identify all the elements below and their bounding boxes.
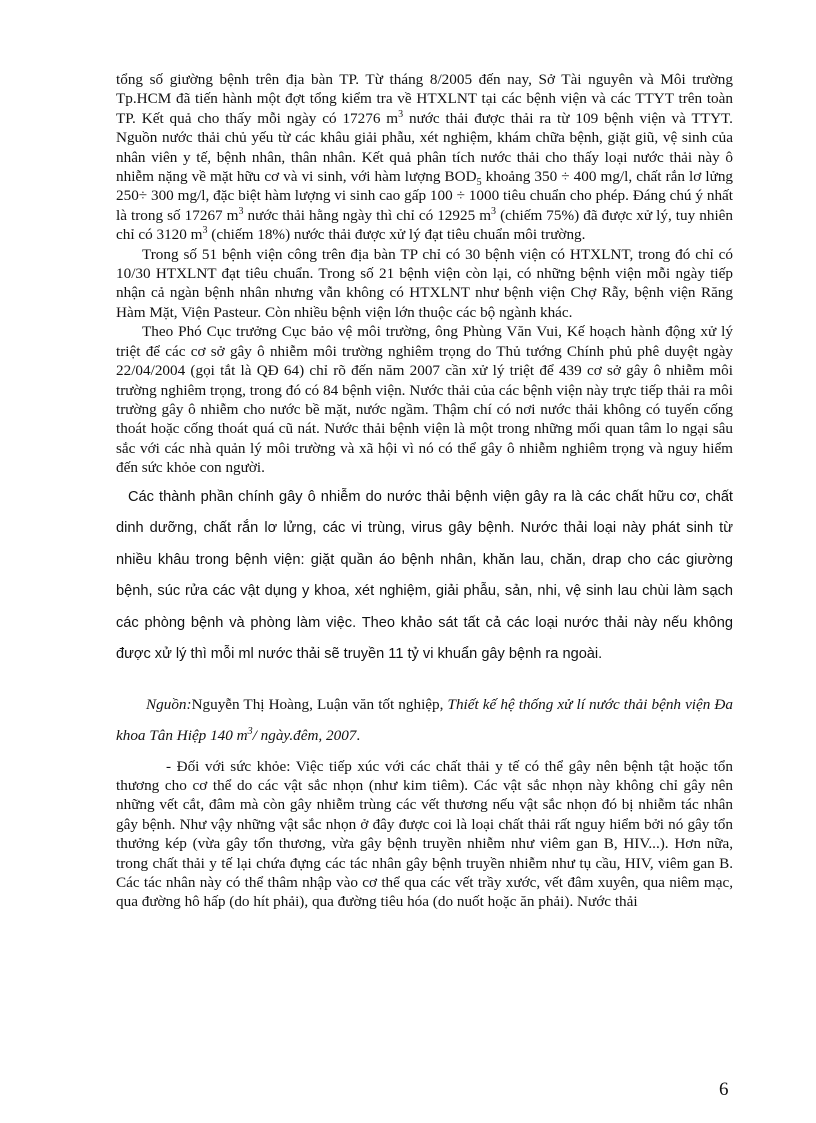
subscript: 5 — [476, 177, 482, 189]
text-run: nước thải hằng ngày thì chỉ có 12925 m — [243, 206, 492, 224]
paragraph-4: Các thành phần chính gây ô nhiễm do nước thải bệnh viện gây ra là các chất hữu cơ, chất dinh dưỡng, chất rắn lơ lửng, các vi trùng, virus gây bệnh. Nước thải loại này phát sinh từ nhiều khâu trong bệnh viện: giặt quần áo bệnh nhân, khăn lau, chăn, drap cho các giường bệnh, súc rửa các vật dụng y khoa, xét nghiệm, giải phẫu, sản, nhi, vệ sinh lau chùi làm sạch các phòng bệnh và phòng làm việc. Theo khảo sát tất cả các loại nước thải này nếu không được xử lý thì mỗi ml nước thải sẽ truyền 11 tỷ vi khuẩn gây bệnh ra ngoài. — [116, 488, 733, 663]
source-citation — [116, 689, 733, 751]
superscript: 3 — [398, 108, 404, 120]
source-title: Thiết kế hệ thống xử lí nước thải bệnh viện Đa khoa Tân Hiệp 140 m — [116, 695, 733, 744]
superscript: 3 — [238, 205, 244, 217]
text-run: nước thải được thải ra từ 109 bệnh viện và TTYT. Nguồn nước thải chủ yếu từ các khâu giải phẫu, xét nghiệm, khám chữa bệnh, giặt giũ, vệ sinh của nhân viên y tế, bệnh nhân, thân nhân. Kết quả phân tích nước thải cho thấy loại nước thải này ô nhiễm nặng về mặt hữu cơ và vi sinh, với hàm lượng BOD — [116, 109, 733, 186]
superscript: 3 — [491, 205, 497, 217]
source-period: . — [356, 726, 361, 744]
text-run: (chiếm 75%) đã được xử lý, tuy nhiên chỉ có 3120 m — [116, 206, 733, 244]
superscript: 3 — [202, 225, 208, 237]
page-number: 6 — [719, 1079, 729, 1100]
text-run: tổng số giường bệnh trên địa bàn TP. Từ tháng 8/2005 đến nay, Sở Tài nguyên và Môi trường Tp.HCM đã tiến hành một đợt tổng kiểm tra về HTXLNT tại các bệnh viện và các TTYT trên toàn TP. Kết quả cho thấy mỗi ngày có 17276 m — [116, 71, 733, 127]
text-run: khoảng 350 ÷ 400 mg/l, chất rắn lơ lửng 250÷ 300 mg/l, đặc biệt hàm lượng vi sinh cao gấp 100 ÷ 1000 tiêu chuẩn cho phép. Đáng chú ý nhất là trong số 17267 m — [116, 168, 734, 224]
source-title-end: / ngày.đêm, 2007 — [252, 726, 357, 744]
superscript: 3 — [247, 725, 253, 737]
text-run: (chiếm 18%) nước thải được xử lý đạt tiêu chuẩn môi trường. — [207, 226, 586, 244]
paragraph-2: Trong số 51 bệnh viện công trên địa bàn TP chỉ có 30 bệnh viện có HTXLNT, trong đó chỉ có 10/30 HTXLNT đạt tiêu chuẩn. Trong số 21 bệnh viện còn lại, có những bệnh viện mỗi ngày tiếp nhận cả ngàn bệnh nhân nhưng vẫn không có HTXLNT như bệnh viện Chợ Rẫy, bệnh viện Răng Hàm Mặt, Viện Pasteur. Còn nhiều bệnh viện lớn thuộc các bộ ngành khác. — [116, 245, 733, 321]
paragraph-3: Theo Phó Cục trưởng Cục bảo vệ môi trường, ông Phùng Văn Vui, Kế hoạch hành động xử lý triệt để các cơ sở gây ô nhiễm môi trường nghiêm trọng do Thủ tướng Chính phủ phê duyệt ngày 22/04/2004 (gọi tắt là QĐ 64) chỉ rõ đến năm 2007 cần xử lý triệt để 439 cơ sở gây ô nhiễm môi trường nghiêm trọng, trong đó có 84 bệnh viện. Nước thải của các bệnh viện này trực tiếp thải ra môi trường gây ô nhiễm cho nước bề mặt, nước ngầm. Thậm chí có nơi nước thải không có tuyến cống thoát hoặc cống thoát quá cũ nát. Nước thải bệnh viện là một trong những mối quan tâm lo ngại sâu sắc với các nhà quản lý môi trường và xã hội vì nó có thể gây ô nhiễm nghiêm trọng và nguy hiểm đến sức khỏe con người. — [116, 323, 733, 477]
paragraph-1 — [116, 70, 733, 245]
source-label: Nguồn: — [146, 695, 192, 713]
document-page — [116, 70, 733, 912]
paragraph-5: - Đối với sức khỏe: Việc tiếp xúc với các chất thải y tế có thể gây nên bệnh tật hoặc tổn thương cho cơ thể do các vật sắc nhọn (như kim tiêm). Các vật sắc nhọn này không chỉ gây nên những vết cắt, đâm mà còn gây nhiễm trùng các vết thương nếu vật sắc nhọn đó bị nhiễm tác nhân gây bệnh. Như vậy những vật sắc nhọn ở đây được coi là loại chất thải rất nguy hiểm bởi nó gây tổn thưởng kép (vừa gây tổn thương, vừa gây bệnh truyền nhiễm như viêm gan B, HIV...). Hơn nữa, trong chất thải y tế lại chứa đựng các tác nhân gây bệnh truyền nhiễm như tụ cầu, HIV, viêm gan B. Các tác nhân này có thể thâm nhập vào cơ thể qua các vết trầy xước, vết đâm xuyên, qua niêm mạc, qua đường hô hấp (do hít phải), qua đường tiêu hóa (do nuốt hoặc ăn phải). Nước thải — [116, 757, 733, 911]
source-author: Nguyễn Thị Hoàng, Luận văn tốt nghiệp, — [191, 695, 448, 713]
